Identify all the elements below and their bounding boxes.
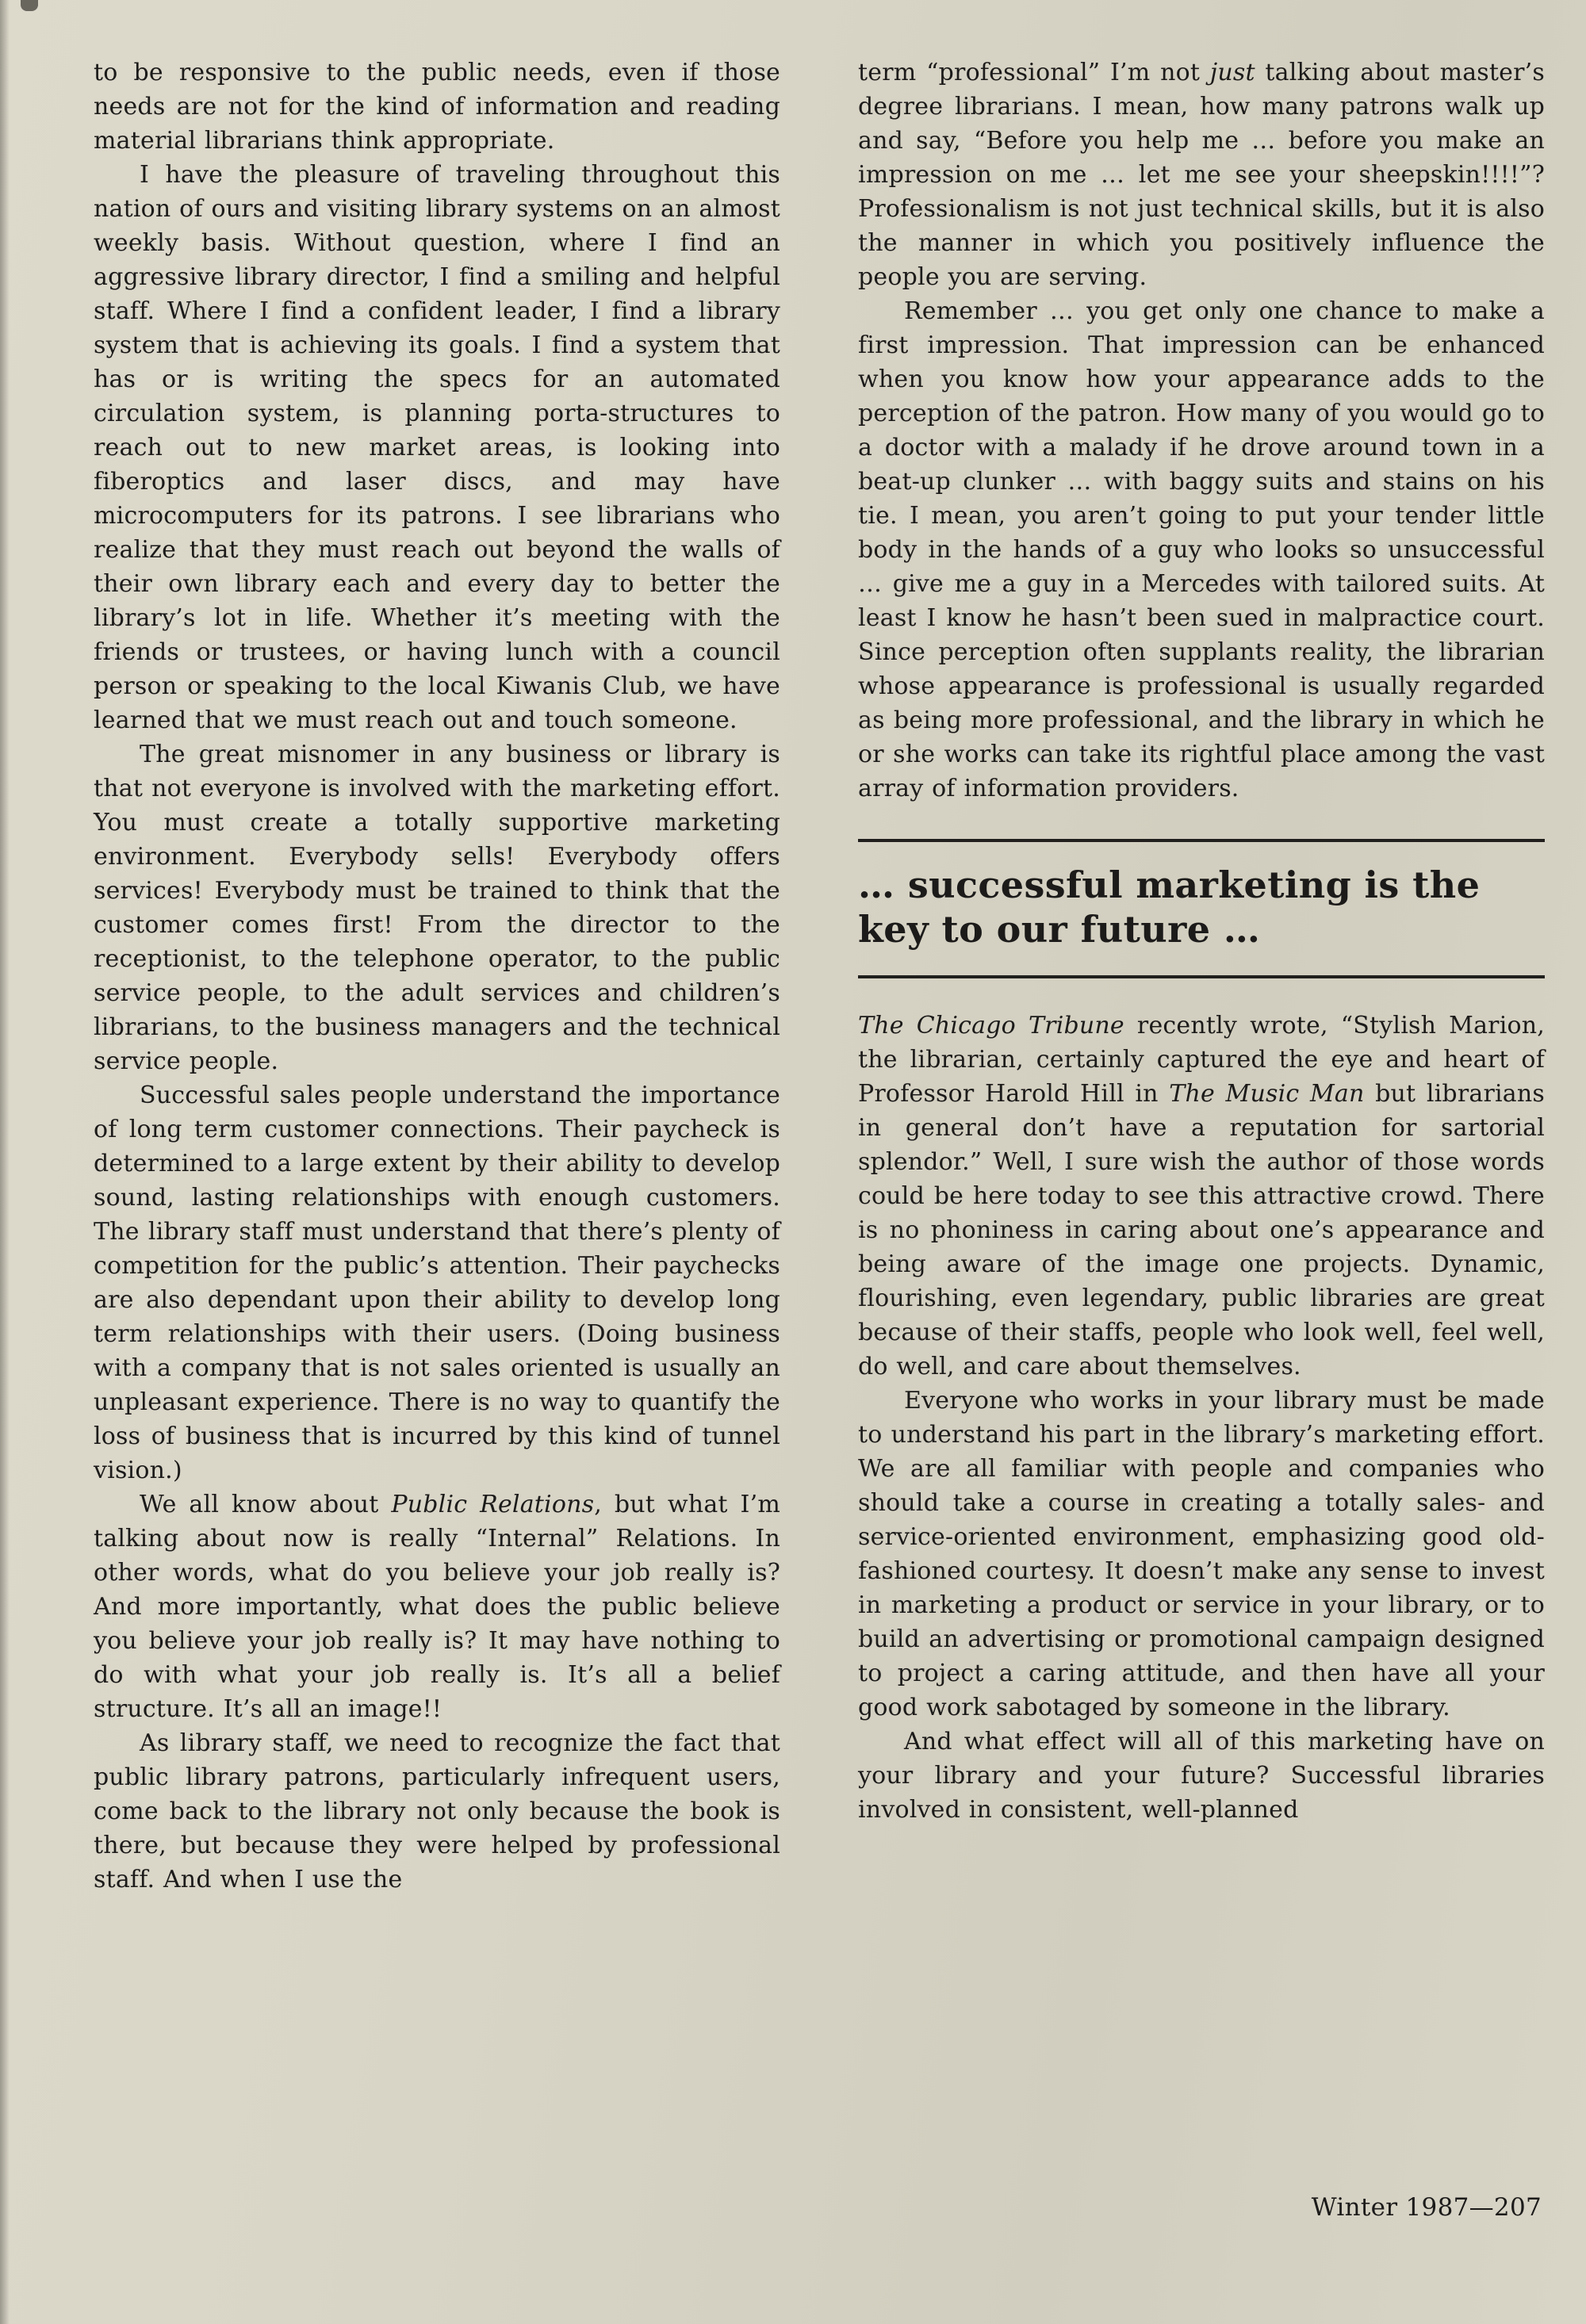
paragraph: The great misnomer in any business or library is that not everyone is involved with the marketing effort. You must create a totally supportive marketing environment. Everybody sells! Everybody offers services! Everybody must be trained to think that the customer comes first! From the director to the receptionist, to the telephone operator, to the public service people, to the adult services and children’s librarians, to the business managers and the technical service people. [94,741,780,1075]
issue-page-number: Winter 1987—207 [1311,2193,1542,2222]
right-column-bottom-paragraphs [858,1009,1545,1827]
paragraph: term “professional” I’m not just talking about master’s degree librarians. I mean, how many patrons walk up and say, “Before you help me … before you make an impression on me … let me see your sheepskin!!!!”? Professionalism is not just technical skills, but it is also the manner in which you positively influence the people you are serving. [858,59,1545,291]
paragraph: We all know about Public Relations, but what I’m talking about now is really “Internal” Relations. In other words, what do you believe your job really is? And more importantly, what does the public believe you believe your job really is? It may have nothing to do with what your job really is. It’s all a belief structure. It’s all an image!! [94,1491,780,1723]
paragraph: As library staff, we need to recognize the fact that public library patrons, particularly infrequent users, come back to the library not only because the book is there, but because they were helped by professional staff. And when I use the [94,1729,780,1893]
scan-artifact [21,0,38,11]
section-heading: … successful marketing is the key to our future … [858,863,1481,951]
paragraph: And what effect will all of this marketing have on your library and your future? Successful libraries involved in consistent, well-planned [858,1728,1545,1824]
section-heading-block [858,839,1545,978]
paragraph: The Chicago Tribune recently wrote, “Stylish Marion, the librarian, certainly captured the eye and heart of Professor Harold Hill in The Music Man but librarians in general don’t have a reputation for sartorial splendor.” Well, I sure wish the author of those words could be here today to see this attractive crowd. There is no phoniness in caring about one’s appearance and being aware of the image one projects. Dynamic, flourishing, even legendary, public libraries are great because of their staffs, people who look well, feel well, do well, and care about themselves. [858,1012,1546,1380]
paragraph: Everyone who works in your library must be made to understand his part in the library’s marketing effort. We are all familiar with people and companies who should take a course in creating a totally sales- and service-oriented environment, emphasizing good old-fashioned courtesy. It doesn’t make any sense to invest in marketing a product or service in your library, or to build an advertising or promotional campaign designed to project a caring attitude, and then have all your good work sabotaged by someone in the library. [858,1387,1545,1721]
right-column [858,56,1545,1897]
right-column-top-paragraphs [858,56,1545,806]
paragraph: I have the pleasure of traveling throughout this nation of ours and visiting library systems on an almost weekly basis. Without question, where I find an aggressive library director, I find a smiling and helpful staff. Where I find a confident leader, I find a library system that is achieving its goals. I find a system that has or is writing the specs for an automated circulation system, is planning porta-structures to reach out to new market areas, is looking into fiberoptics and laser discs, and may have microcomputers for its patrons. I see librarians who realize that they must reach out beyond the walls of their own library each and every day to better the library’s lot in life. Whether it’s meeting with the friends or trustees, or having lunch with a council person or speaking to the local Kiwanis Club, we have learned that we must reach out and touch someone. [94,161,781,734]
paragraph: Successful sales people understand the importance of long term customer connections. Their paycheck is determined to a large extent by their ability to develop sound, lasting relationships with enough customers. The library staff must understand that there’s plenty of competition for the public’s attention. Their paychecks are also dependant upon their ability to develop long term relationships with their users. (Doing business with a company that is not sales oriented is usually an unpleasant experience. There is no way to quantify the loss of business that is incurred by this kind of tunnel vision.) [94,1082,780,1484]
paragraph: to be responsive to the public needs, even if those needs are not for the kind of information and reading material librarians think appropriate. [94,59,780,155]
paragraph: Remember … you get only one chance to make a first impression. That impression can be enhanced when you know how your appearance adds to the perception of the patron. How many of you would go to a doctor with a malady if he drove around town in a beat-up clunker … with baggy suits and stains on his tie. I mean, you aren’t going to put your tender little body in the hands of a guy who looks so unsuccessful … give me a guy in a Mercedes with tailored suits. At least I know he hasn’t been sued in malpractice court. Since perception often supplants reality, the librarian whose appearance is professional is usually regarded as being more professional, and the library in which he or she works can take its rightful place among the vast array of information providers. [858,297,1545,802]
page-footer [1312,2193,1542,2222]
left-column [94,56,780,1897]
